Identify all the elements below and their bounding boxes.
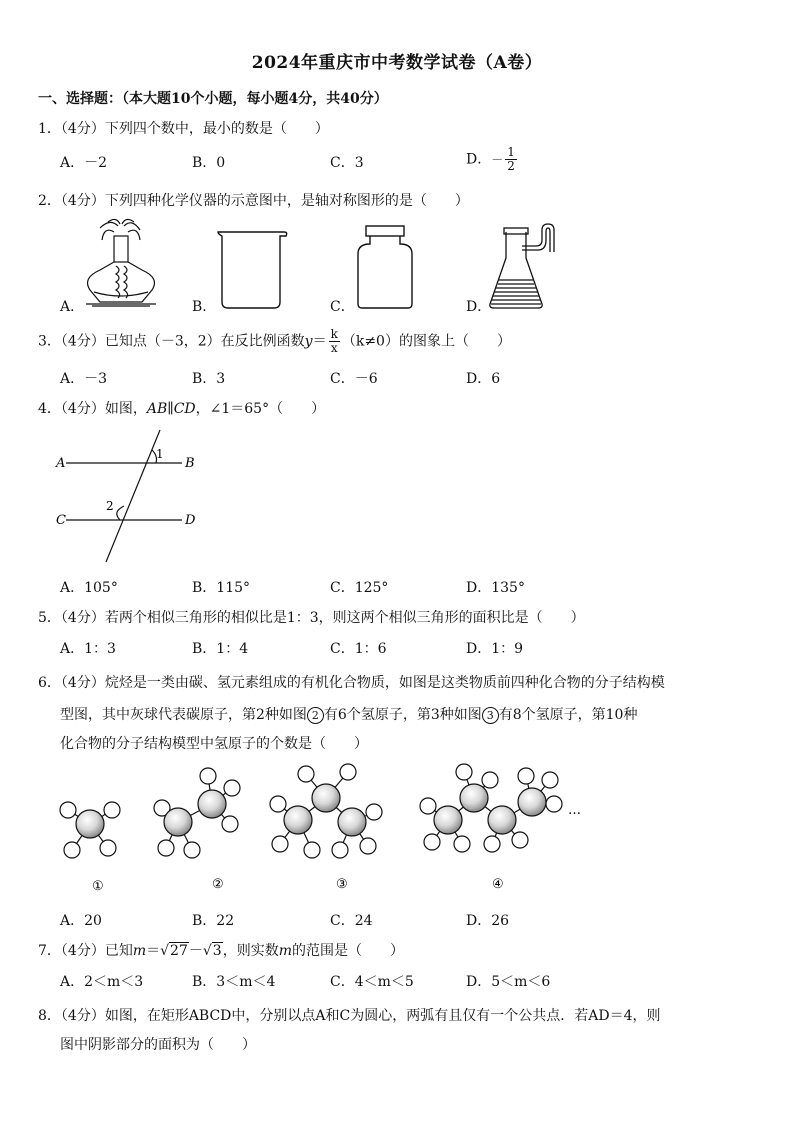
q4-option-c[interactable]: C．125° xyxy=(330,580,389,596)
question-8-line-1: 8．（4分）如图，在矩形ABCD中，分别以点A和C为圆心，两弧有且仅有一个公共点．若AD＝4，则 xyxy=(38,1008,661,1024)
q2-option-c[interactable]: C． xyxy=(330,299,355,315)
label-c: C xyxy=(56,513,66,528)
alcohol-lamp-figure xyxy=(70,218,170,310)
q3-stem-start: 3．（4分）已知点（－3，2）在反比例函数 xyxy=(38,333,305,350)
q7-option-d[interactable]: D．5＜m＜6 xyxy=(466,974,551,990)
label-a: A xyxy=(56,456,66,471)
q6-circled-3: 3 xyxy=(482,707,499,724)
question-1: 1．（4分）下列四个数中，最小的数是（ ） xyxy=(38,121,329,137)
q4-stem-end: ，∠1＝65°（ ） xyxy=(195,401,326,417)
q1-d-denominator: 2 xyxy=(507,159,515,173)
question-6-line-1: 6．（4分）烷烃是一类由碳、氢元素组成的有机化合物质，如图是这类物质前四种化合物的分子结构模 xyxy=(38,675,665,691)
q7-radicand-27: 27 xyxy=(170,943,188,959)
q3-equals: ＝ xyxy=(312,333,327,350)
q7-option-a[interactable]: A．2＜m＜3 xyxy=(60,974,144,990)
question-2: 2．（4分）下列四种化学仪器的示意图中，是轴对称图形的是（ ） xyxy=(38,193,469,209)
q7-sqrt-3: √3 xyxy=(202,943,222,959)
caption-4: ④ xyxy=(492,877,504,892)
q1-option-a[interactable]: A．－2 xyxy=(60,155,108,171)
label-b: B xyxy=(185,456,195,471)
page-title: 2024年重庆市中考数学试卷（A卷） xyxy=(251,53,543,73)
q2-option-d[interactable]: D． xyxy=(466,299,492,315)
reagent-bottle-figure xyxy=(352,222,418,310)
question-8-line-2: 图中阴影部分的面积为（ ） xyxy=(60,1037,256,1053)
q3-y: y xyxy=(304,333,313,350)
q2-option-b[interactable]: B． xyxy=(192,299,217,315)
parallel-lines-figure xyxy=(50,426,210,566)
q7-stem-mid: ，则实数 xyxy=(222,943,279,959)
q4-stem-start: 4．（4分）如图， xyxy=(38,401,147,417)
q7-minus: － xyxy=(188,943,203,959)
q7-equals: ＝ xyxy=(146,943,161,959)
caption-2: ② xyxy=(212,877,224,892)
q4-ab: AB xyxy=(146,401,168,417)
q3-denominator: x xyxy=(330,341,338,355)
question-6-line-2 xyxy=(60,704,637,724)
molecule-3 xyxy=(270,764,382,858)
q3-option-c[interactable]: C．－6 xyxy=(330,371,378,387)
q3-condition: （k≠0）的图象上（ ） xyxy=(341,333,511,350)
caption-1: ① xyxy=(92,879,104,894)
q6-circled-2: 2 xyxy=(307,707,324,724)
molecule-2 xyxy=(154,768,240,858)
q1-option-d-label: D． xyxy=(466,151,492,168)
q7-m: m xyxy=(132,943,147,959)
q4-option-a[interactable]: A．105° xyxy=(60,580,118,596)
q7-option-c[interactable]: C．4＜m＜5 xyxy=(330,974,414,990)
q3-option-b[interactable]: B．3 xyxy=(192,371,226,387)
q7-m-2: m xyxy=(278,943,292,959)
molecule-ellipsis: … xyxy=(568,803,581,818)
q6-line2-c: 有8个氢原子，第10种 xyxy=(498,707,638,723)
q4-option-d[interactable]: D．135° xyxy=(466,580,525,596)
q4-cd: CD xyxy=(173,401,196,417)
caption-3: ③ xyxy=(336,877,348,892)
q6-option-d[interactable]: D．26 xyxy=(466,913,510,929)
q5-option-b[interactable]: B．1：4 xyxy=(192,641,249,657)
question-7 xyxy=(38,940,404,960)
angle-1-label: 1 xyxy=(156,447,164,461)
molecule-models-figure xyxy=(50,758,610,898)
q6-option-a[interactable]: A．20 xyxy=(60,913,102,929)
q1-option-d[interactable] xyxy=(466,146,519,173)
question-4 xyxy=(38,398,325,418)
q7-stem-end: 的范围是（ ） xyxy=(291,943,404,959)
q3-numerator: k xyxy=(330,327,338,341)
beaker-figure xyxy=(212,228,292,310)
q5-option-d[interactable]: D．1：9 xyxy=(466,641,524,657)
q1-d-sign: － xyxy=(491,152,504,167)
q6-option-c[interactable]: C．24 xyxy=(330,913,373,929)
q6-line2-b: 有6个氢原子，第3种如图 xyxy=(323,707,482,723)
label-d: D xyxy=(185,513,196,528)
molecule-4 xyxy=(420,764,562,852)
q5-option-a[interactable]: A．1：3 xyxy=(60,641,116,657)
transversal xyxy=(106,430,160,562)
q6-line2-a: 型图，其中灰球代表碳原子，第2种如图 xyxy=(60,707,307,723)
question-6-line-3: 化合物的分子结构模型中氢原子的个数是（ ） xyxy=(60,736,368,752)
q4-option-b[interactable]: B．115° xyxy=(192,580,251,596)
q1-option-b[interactable]: B．0 xyxy=(192,155,226,171)
q3-option-a[interactable]: A．－3 xyxy=(60,371,108,387)
q4-parallel: ∥ xyxy=(167,401,174,417)
section-heading: 一、选择题：（本大题10个小题，每小题4分，共40分） xyxy=(38,91,388,107)
molecule-1 xyxy=(60,802,120,858)
q2-option-a[interactable]: A． xyxy=(60,299,85,315)
question-3 xyxy=(38,328,511,355)
question-5: 5．（4分）若两个相似三角形的相似比是1：3，则这两个相似三角形的面积比是（ ） xyxy=(38,610,585,626)
q7-stem-start: 7．（4分）已知 xyxy=(38,943,133,959)
q7-option-b[interactable]: B．3＜m＜4 xyxy=(192,974,276,990)
q3-option-d[interactable]: D．6 xyxy=(466,371,501,387)
q1-d-fraction xyxy=(505,146,517,173)
q7-sqrt-27: √27 xyxy=(160,943,188,959)
q6-option-b[interactable]: B．22 xyxy=(192,913,235,929)
q1-option-c[interactable]: C．3 xyxy=(330,155,364,171)
q7-radicand-3: 3 xyxy=(212,943,222,959)
q3-fraction xyxy=(329,328,340,355)
angle-2-label: 2 xyxy=(106,499,114,513)
q1-d-numerator: 1 xyxy=(507,145,515,159)
q5-option-c[interactable]: C．1：6 xyxy=(330,641,387,657)
conical-flask-figure xyxy=(486,222,556,312)
